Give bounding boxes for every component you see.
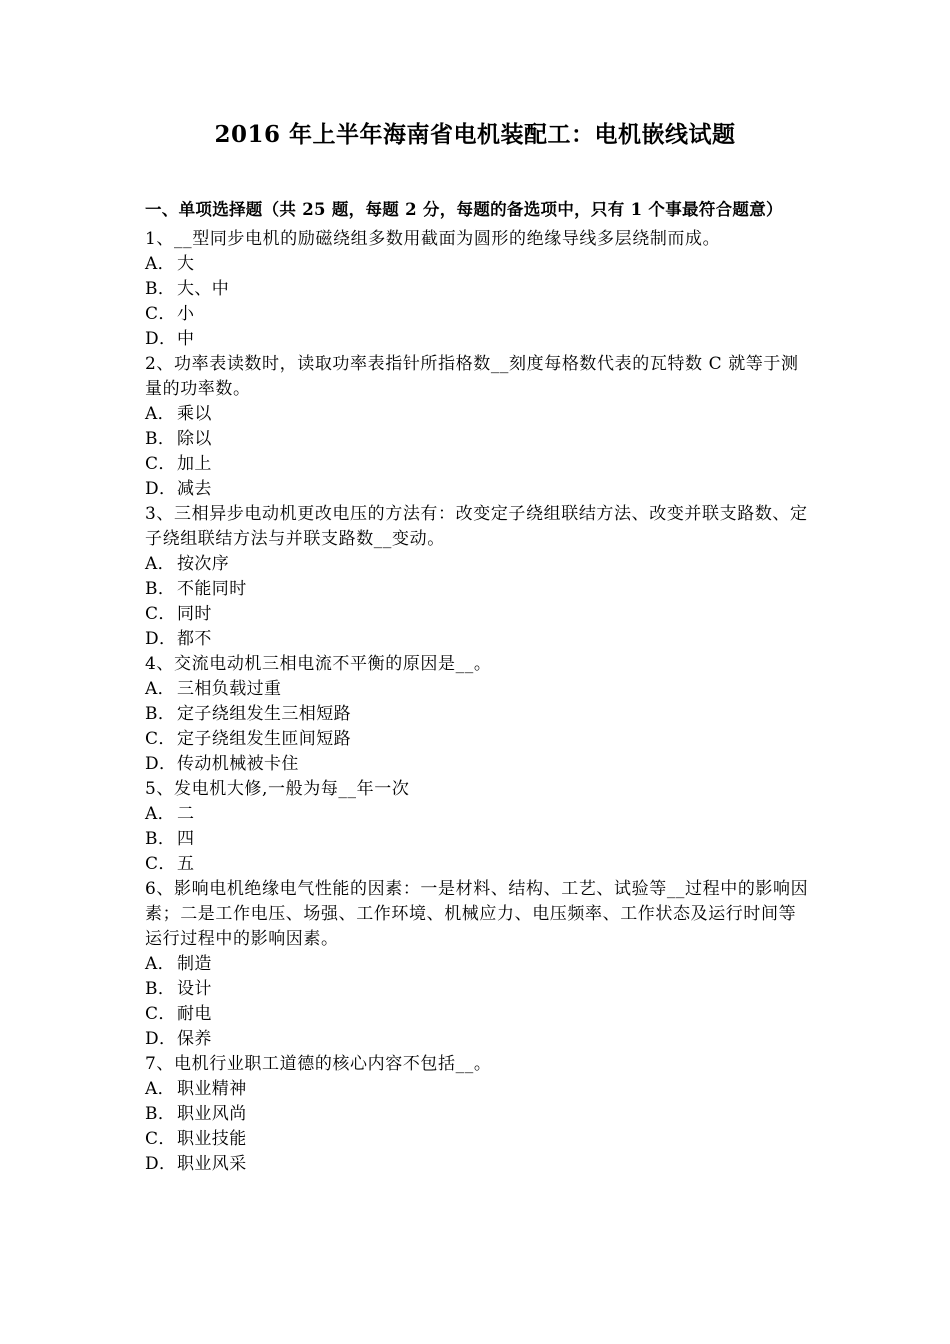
answer-option bbox=[145, 1002, 810, 1027]
question-block bbox=[145, 652, 810, 777]
question-text: 2、功率表读数时，读取功率表指针所指格数__刻度每格数代表的瓦特数 C 就等于测量的功率数。 bbox=[145, 354, 799, 399]
option-label: A． bbox=[145, 254, 176, 274]
option-label: B． bbox=[145, 429, 176, 449]
option-label: C． bbox=[145, 854, 176, 874]
question-block bbox=[145, 1052, 810, 1177]
question-block bbox=[145, 777, 810, 877]
option-text: 除以 bbox=[177, 429, 212, 449]
option-text: 乘以 bbox=[177, 404, 212, 424]
option-label: D． bbox=[145, 1029, 177, 1049]
option-label: B． bbox=[145, 279, 176, 299]
option-label: B． bbox=[145, 579, 176, 599]
option-label: A． bbox=[145, 554, 176, 574]
question-text: 6、影响电机绝缘电气性能的因素：一是材料、结构、工艺、试验等__过程中的影响因素；二是工作电压、场强、工作环境、机械应力、电压频率、工作状态及运行时间等运行过程中的影响因素。 bbox=[145, 879, 809, 949]
question-text: 5、发电机大修,一般为每__年一次 bbox=[145, 779, 410, 799]
option-text: 加上 bbox=[177, 454, 212, 474]
option-text: 五 bbox=[177, 854, 195, 874]
answer-option bbox=[145, 552, 810, 577]
answer-option bbox=[145, 577, 810, 602]
question-block bbox=[145, 502, 810, 652]
question-text: 7、电机行业职工道德的核心内容不包括__。 bbox=[145, 1054, 492, 1074]
answer-option bbox=[145, 627, 810, 652]
question-text: 3、三相异步电动机更改电压的方法有：改变定子绕组联结方法、改变并联支路数、定子绕组联结方法与并联支路数__变动。 bbox=[145, 504, 808, 549]
option-text: 职业风采 bbox=[177, 1154, 247, 1174]
option-label: A． bbox=[145, 1079, 176, 1099]
option-label: D． bbox=[145, 754, 177, 774]
option-text: 设计 bbox=[177, 979, 212, 999]
question-block bbox=[145, 352, 810, 502]
answer-option bbox=[145, 727, 810, 752]
answer-option bbox=[145, 1027, 810, 1052]
question-list bbox=[145, 227, 810, 1177]
option-label: B． bbox=[145, 829, 176, 849]
answer-option bbox=[145, 1127, 810, 1152]
option-text: 中 bbox=[177, 329, 195, 349]
question-block bbox=[145, 227, 810, 352]
option-text: 保养 bbox=[177, 1029, 212, 1049]
option-text: 按次序 bbox=[177, 554, 230, 574]
option-text: 传动机械被卡住 bbox=[177, 754, 299, 774]
option-text: 大 bbox=[177, 254, 195, 274]
answer-option bbox=[145, 427, 810, 452]
option-label: C． bbox=[145, 454, 176, 474]
option-label: A． bbox=[145, 404, 176, 424]
option-text: 大、中 bbox=[177, 279, 230, 299]
answer-option bbox=[145, 702, 810, 727]
answer-option bbox=[145, 977, 810, 1002]
answer-option bbox=[145, 827, 810, 852]
option-label: B． bbox=[145, 1104, 176, 1124]
answer-option bbox=[145, 327, 810, 352]
option-label: C． bbox=[145, 1129, 176, 1149]
answer-option bbox=[145, 677, 810, 702]
question-text: 4、交流电动机三相电流不平衡的原因是__。 bbox=[145, 654, 492, 674]
answer-option bbox=[145, 402, 810, 427]
answer-option bbox=[145, 252, 810, 277]
option-text: 二 bbox=[177, 804, 195, 824]
option-label: B． bbox=[145, 979, 176, 999]
option-text: 职业风尚 bbox=[177, 1104, 247, 1124]
answer-option bbox=[145, 752, 810, 777]
option-label: C． bbox=[145, 304, 176, 324]
option-text: 制造 bbox=[177, 954, 212, 974]
option-text: 三相负载过重 bbox=[177, 679, 282, 699]
option-text: 小 bbox=[177, 304, 195, 324]
answer-option bbox=[145, 852, 810, 877]
option-label: C． bbox=[145, 604, 176, 624]
section-heading: 一、单项选择题（共 25 题，每题 2 分，每题的备选项中，只有 1 个事最符合题意） bbox=[145, 200, 783, 219]
answer-option bbox=[145, 477, 810, 502]
answer-option bbox=[145, 952, 810, 977]
option-text: 耐电 bbox=[177, 1004, 212, 1024]
option-text: 定子绕组发生匝间短路 bbox=[177, 729, 351, 749]
option-label: A． bbox=[145, 804, 176, 824]
option-text: 减去 bbox=[177, 479, 212, 499]
option-label: D． bbox=[145, 329, 177, 349]
question-text: 1、__型同步电机的励磁绕组多数用截面为圆形的绝缘导线多层绕制而成。 bbox=[145, 229, 721, 249]
document-title: 2016 年上半年海南省电机装配工：电机嵌线试题 bbox=[214, 121, 736, 148]
option-label: D． bbox=[145, 629, 177, 649]
option-text: 不能同时 bbox=[177, 579, 247, 599]
answer-option bbox=[145, 602, 810, 627]
answer-option bbox=[145, 1152, 810, 1177]
option-label: A． bbox=[145, 954, 176, 974]
answer-option bbox=[145, 1102, 810, 1127]
answer-option bbox=[145, 452, 810, 477]
answer-option bbox=[145, 1077, 810, 1102]
option-text: 都不 bbox=[177, 629, 212, 649]
option-label: D． bbox=[145, 479, 177, 499]
option-text: 职业技能 bbox=[177, 1129, 247, 1149]
option-label: B． bbox=[145, 704, 176, 724]
option-label: D． bbox=[145, 1154, 177, 1174]
option-label: C． bbox=[145, 1004, 176, 1024]
option-text: 定子绕组发生三相短路 bbox=[177, 704, 351, 724]
option-text: 职业精神 bbox=[177, 1079, 247, 1099]
option-label: C． bbox=[145, 729, 176, 749]
option-label: A． bbox=[145, 679, 176, 699]
question-block bbox=[145, 877, 810, 1052]
answer-option bbox=[145, 802, 810, 827]
option-text: 四 bbox=[177, 829, 195, 849]
exam-content bbox=[145, 198, 810, 1177]
option-text: 同时 bbox=[177, 604, 212, 624]
answer-option bbox=[145, 302, 810, 327]
answer-option bbox=[145, 277, 810, 302]
